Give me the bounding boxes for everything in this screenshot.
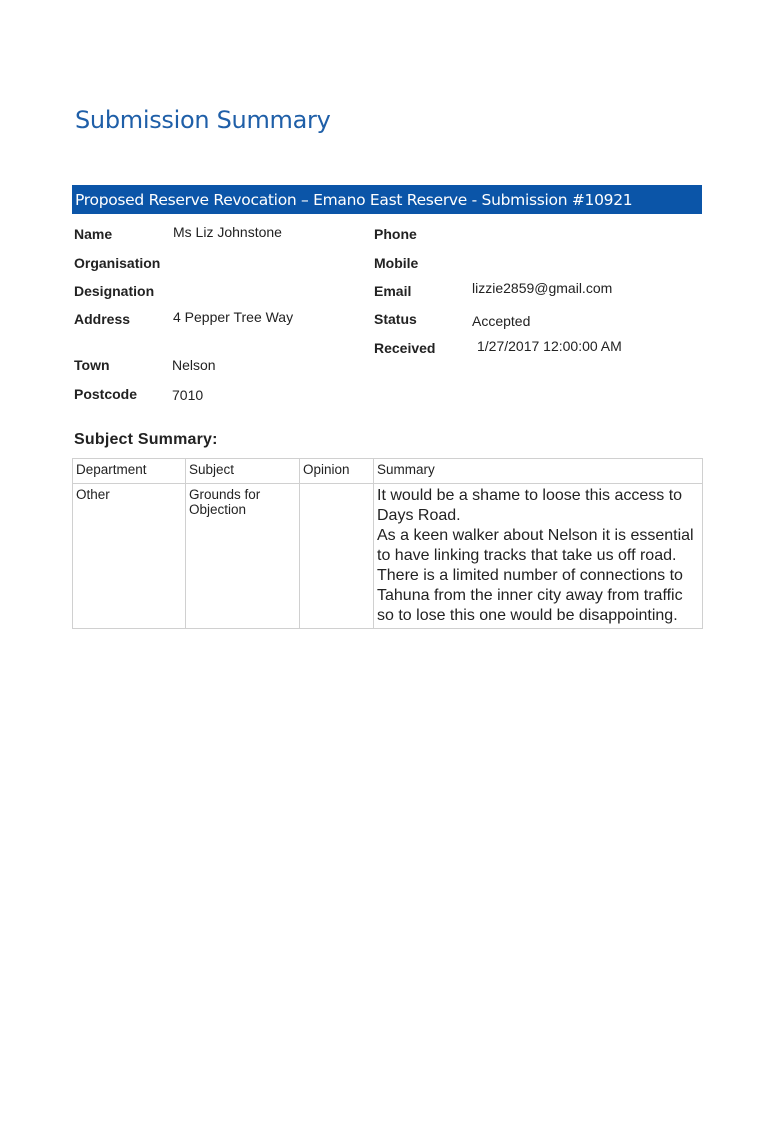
designation-label: Designation [74,283,155,299]
table-header-row [73,459,703,484]
phone-label: Phone [374,226,417,242]
subject-summary-heading: Subject Summary: [74,431,218,448]
submission-banner: Proposed Reserve Revocation – Emano East Reserve - Submission #10921 [72,185,702,214]
column-header-opinion: Opinion [300,459,374,484]
department-cell: Other [73,484,186,629]
subject-summary-table [72,458,703,629]
organisation-label: Organisation [74,255,161,271]
town-label: Town [74,357,110,373]
postcode-value: 7010 [172,387,204,403]
name-label: Name [74,226,113,242]
column-header-summary: Summary [374,459,703,484]
address-value: 4 Pepper Tree Way [173,309,294,325]
opinion-cell [300,484,374,629]
postcode-label: Postcode [74,386,138,402]
summary-cell [374,484,703,629]
status-value: Accepted [472,313,531,329]
summary-paragraph: There is a limited number of connections to Tahuna from the inner city away from traffic so to lose this one would be disappointing. [377,567,683,624]
mobile-label: Mobile [374,255,419,271]
column-header-subject: Subject [186,459,300,484]
summary-paragraph: As a keen walker about Nelson it is essential to have linking tracks that take us off road. [377,527,694,564]
column-header-department: Department [73,459,186,484]
received-label: Received [374,340,436,356]
email-value: lizzie2859@gmail.com [472,280,613,296]
name-value: Ms Liz Johnstone [173,224,282,240]
email-label: Email [374,283,412,299]
page-title: Submission Summary [75,106,331,134]
subject-cell: Grounds for Objection [186,484,300,629]
received-value: 1/27/2017 12:00:00 AM [477,338,622,354]
address-label: Address [74,311,131,327]
town-value: Nelson [172,357,216,373]
status-label: Status [374,311,417,327]
table-row [73,484,703,629]
summary-paragraph: It would be a shame to loose this access to Days Road. [377,487,683,524]
